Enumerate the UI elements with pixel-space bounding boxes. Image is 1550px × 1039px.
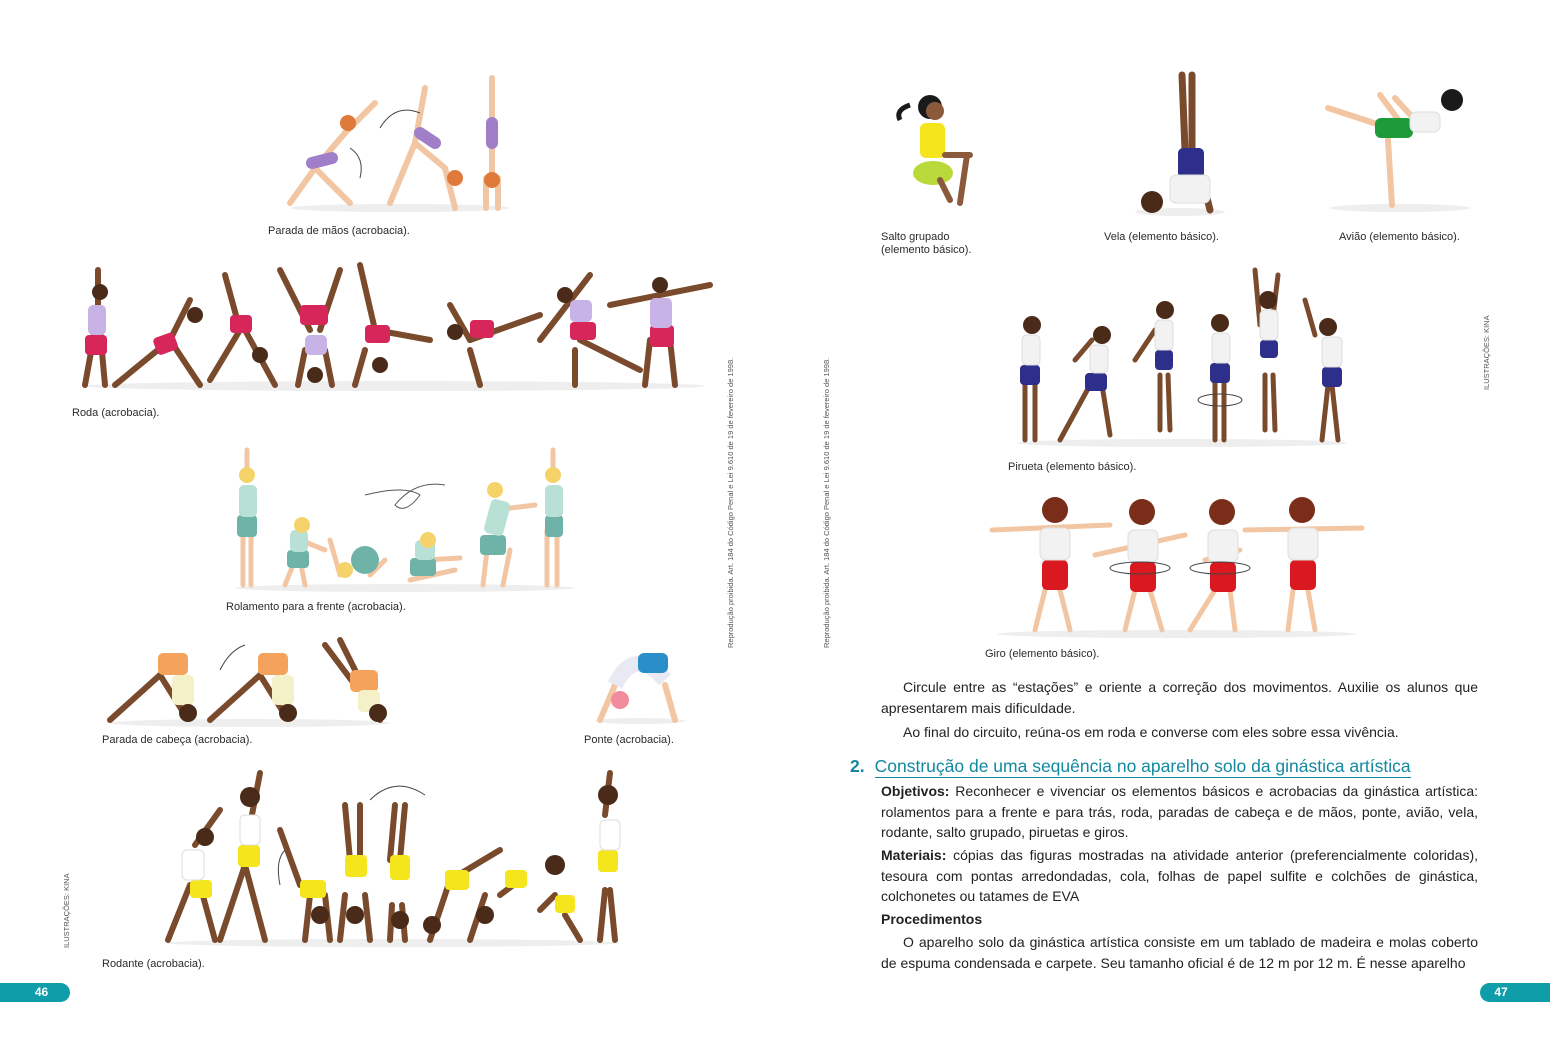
credit-illustrations-right: ILUSTRAÇÕES: KINA <box>1482 315 1491 390</box>
page-number-tab-right <box>1480 983 1550 1002</box>
illustration-ponte <box>590 645 690 725</box>
paragraph-materiais <box>881 845 1478 907</box>
paragraph-procedimentos: O aparelho solo da ginástica artística consiste em um tablado de madeira e molas coberto de espuma condensada e carpete. Seu tamanho oficial é de 12 m por 12 m. É nesse aparelho <box>881 934 1478 971</box>
caption-rodante: Rodante (acrobacia). <box>102 958 205 970</box>
caption-salto-grupado <box>881 231 972 257</box>
illustration-aviao <box>1320 80 1480 215</box>
illustration-rolamento <box>225 440 585 595</box>
text-materiais: cópias das figuras mostradas na atividade anterior (preferencialmente coloridas), tesoura com pontas arredondadas, cola, folhas de papel sulfite e colchões de ginástica, colchonetes ou tatames de EVA <box>881 847 1479 904</box>
caption-rolamento: Rolamento para a frente (acrobacia). <box>226 601 406 613</box>
illustration-giro <box>990 490 1365 640</box>
caption-vela: Vela (elemento básico). <box>1104 231 1219 243</box>
illustration-rodante <box>160 765 625 950</box>
illustration-salto-grupado <box>895 85 990 215</box>
caption-parada-de-cabeca: Parada de cabeça (acrobacia). <box>102 734 253 746</box>
paragraph-circule: Circule entre as “estações” e oriente a correção dos movimentos. Auxilie os alunos que apresentarem mais dificuldade. <box>881 679 1478 716</box>
caption-aviao: Avião (elemento básico). <box>1339 231 1460 243</box>
credit-illustrations-left: ILUSTRAÇÕES: KINA <box>62 873 71 948</box>
page-number-tab-left <box>0 983 70 1002</box>
caption-roda: Roda (acrobacia). <box>72 407 160 419</box>
section-number: 2. <box>850 756 865 776</box>
illustration-pirueta <box>1010 265 1355 450</box>
caption-pirueta: Pirueta (elemento básico). <box>1008 461 1137 473</box>
illustration-vela <box>1130 70 1230 220</box>
page-number-right: 47 <box>1494 985 1508 999</box>
caption-salto-grupado-line1: Salto grupado <box>881 231 950 243</box>
illustration-roda <box>70 260 720 395</box>
illustration-parada-de-maos <box>270 68 530 218</box>
label-procedimentos: Procedimentos <box>881 911 983 927</box>
caption-giro: Giro (elemento básico). <box>985 648 1100 660</box>
illustration-parada-de-cabeca <box>100 635 400 730</box>
label-objetivos: Objetivos: <box>881 783 950 799</box>
section-heading <box>850 756 1411 777</box>
section-title: Construção de uma sequência no aparelho solo da ginástica artística <box>874 756 1411 776</box>
caption-parada-de-maos: Parada de mãos (acrobacia). <box>268 225 410 237</box>
paragraph-objetivos <box>881 781 1478 843</box>
legal-notice-right: Reprodução proibida. Art. 184 do Código Penal e Lei 9.610 de 19 de fevereiro de 1998. <box>822 357 831 648</box>
legal-notice-left: Reprodução proibida. Art. 184 do Código Penal e Lei 9.610 de 19 de fevereiro de 1998. <box>726 357 735 648</box>
caption-ponte: Ponte (acrobacia). <box>584 734 674 746</box>
paragraph-final-circuito: Ao final do circuito, reúna-os em roda e converse com eles sobre essa vivência. <box>903 724 1399 740</box>
gymnast-figure <box>390 88 455 208</box>
page-number-left: 46 <box>34 985 49 999</box>
text-objetivos: Reconhecer e vivenciar os elementos básicos e acrobacias da ginástica artística: rolamentos para a frente e para trás, roda, paradas de cabeça e de mãos, ponte, avião, vela, rodante, salto grupado, piruetas e giros. <box>881 783 1479 840</box>
label-materiais: Materiais: <box>881 847 947 863</box>
caption-salto-grupado-line2: (elemento básico). <box>881 244 972 256</box>
